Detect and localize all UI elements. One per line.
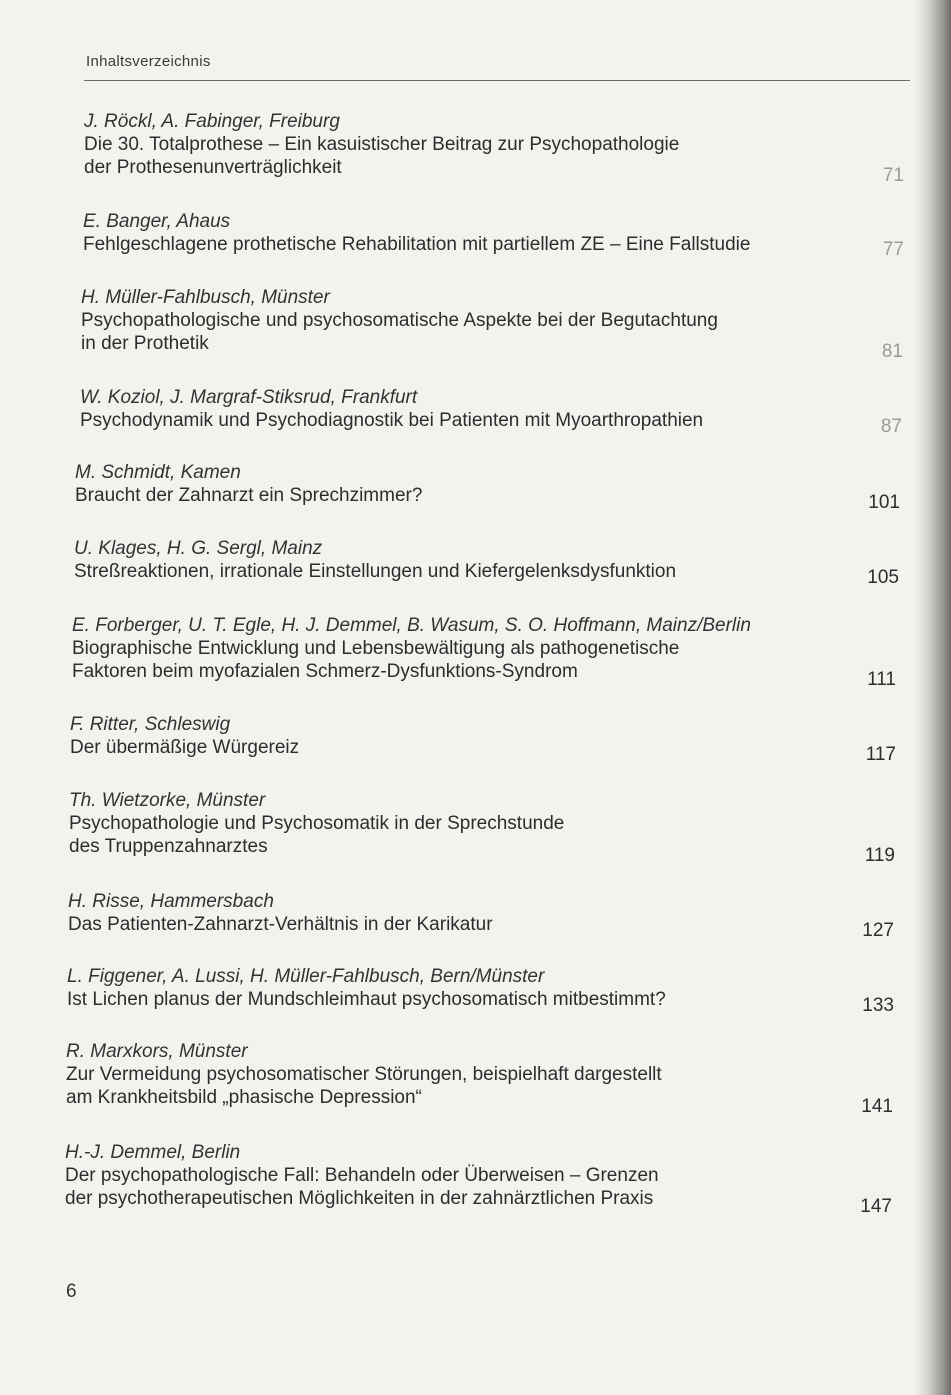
- entry-title-line: in der Prothetik: [81, 333, 209, 354]
- header-rule: [84, 80, 910, 81]
- entry-author: R. Marxkors, Münster: [66, 1041, 248, 1062]
- entry-author: E. Forberger, U. T. Egle, H. J. Demmel, B. Wasum, S. O. Hoffmann, Mainz/Berlin: [72, 615, 751, 636]
- page-edge-shadow: [913, 0, 951, 1395]
- entry-title-line: der Prothesenunverträglichkeit: [84, 157, 342, 178]
- page-folio: 6: [66, 1281, 77, 1302]
- toc-entry: [72, 614, 751, 683]
- toc-entry: [80, 386, 703, 432]
- entry-title-line: Die 30. Totalprothese – Ein kasuistischer Beitrag zur Psychopathologie: [84, 134, 680, 155]
- entry-page-number: 77: [882, 239, 904, 260]
- entry-author: H. Müller-Fahlbusch, Münster: [81, 287, 330, 308]
- toc-entry: [69, 789, 564, 858]
- entry-page-number: 127: [862, 920, 894, 941]
- entry-title-line: Biographische Entwicklung und Lebensbewältigung als pathogenetische: [72, 638, 680, 659]
- toc-entry: [84, 110, 679, 179]
- entry-title-line: Faktoren beim myofazialen Schmerz-Dysfunktions-Syndrom: [72, 661, 578, 682]
- toc-entry: [66, 1040, 662, 1109]
- entry-author: J. Röckl, A. Fabinger, Freiburg: [84, 111, 340, 132]
- entry-title-line: Psychopathologische und psychosomatische Aspekte bei der Begutachtung: [81, 310, 718, 331]
- entry-author: M. Schmidt, Kamen: [75, 462, 241, 483]
- toc-entry: [81, 286, 718, 355]
- entry-author: H. Risse, Hammersbach: [68, 891, 274, 912]
- entry-title-line: Das Patienten-Zahnarzt-Verhältnis in der Karikatur: [68, 914, 493, 935]
- entry-title-line: Fehlgeschlagene prothetische Rehabilitation mit partiellem ZE – Eine Fallstudie: [83, 234, 751, 255]
- entry-title-line: Braucht der Zahnarzt ein Sprechzimmer?: [75, 485, 423, 506]
- entry-author: F. Ritter, Schleswig: [70, 714, 231, 735]
- entry-page-number: 105: [867, 567, 899, 588]
- toc-entry: [67, 965, 666, 1011]
- toc-entry: [68, 890, 493, 936]
- entry-title-line: Psychopathologie und Psychosomatik in der Sprechstunde: [69, 813, 565, 834]
- entry-author: L. Figgener, A. Lussi, H. Müller-Fahlbusch, Bern/Münster: [67, 966, 545, 987]
- entry-author: W. Koziol, J. Margraf-Stiksrud, Frankfurt: [80, 387, 418, 408]
- entry-page-number: 119: [864, 845, 895, 866]
- toc-entry: [74, 537, 676, 583]
- toc-entry: [65, 1141, 659, 1210]
- entry-title-line: der psychotherapeutischen Möglichkeiten in der zahnärztlichen Praxis: [65, 1188, 654, 1209]
- entry-author: H.-J. Demmel, Berlin: [65, 1142, 241, 1163]
- toc-entry: [70, 713, 299, 759]
- running-header: Inhaltsverzeichnis: [86, 53, 211, 70]
- entry-page-number: 117: [865, 744, 896, 765]
- entry-title-line: Psychodynamik und Psychodiagnostik bei Patienten mit Myoarthropathien: [80, 410, 704, 431]
- entry-page-number: 141: [861, 1096, 893, 1117]
- entry-title-line: Zur Vermeidung psychosomatischer Störungen, beispielhaft dargestellt: [66, 1064, 662, 1085]
- toc-entry: [83, 210, 750, 256]
- entry-page-number: 87: [880, 416, 902, 437]
- toc-entry: [75, 461, 422, 507]
- entry-author: E. Banger, Ahaus: [83, 211, 231, 232]
- entry-title-line: des Truppenzahnarztes: [69, 836, 268, 857]
- entry-title-line: Ist Lichen planus der Mundschleimhaut psychosomatisch mitbestimmt?: [67, 989, 666, 1010]
- entry-page-number: 101: [868, 492, 900, 513]
- entry-title-line: Der übermäßige Würgereiz: [70, 737, 300, 758]
- entry-author: U. Klages, H. G. Sergl, Mainz: [74, 538, 323, 559]
- entry-page-number: 71: [882, 165, 904, 186]
- entry-page-number: 81: [881, 341, 903, 362]
- entry-title-line: am Krankheitsbild „phasische Depression“: [66, 1087, 422, 1108]
- entry-author: Th. Wietzorke, Münster: [69, 790, 266, 811]
- entry-page-number: 147: [860, 1196, 892, 1217]
- entry-page-number: 133: [862, 995, 894, 1016]
- entry-page-number: 111: [867, 669, 896, 690]
- entry-title-line: Der psychopathologische Fall: Behandeln oder Überweisen – Grenzen: [65, 1165, 659, 1186]
- entry-title-line: Streßreaktionen, irrationale Einstellungen und Kiefergelenksdysfunktion: [74, 561, 677, 582]
